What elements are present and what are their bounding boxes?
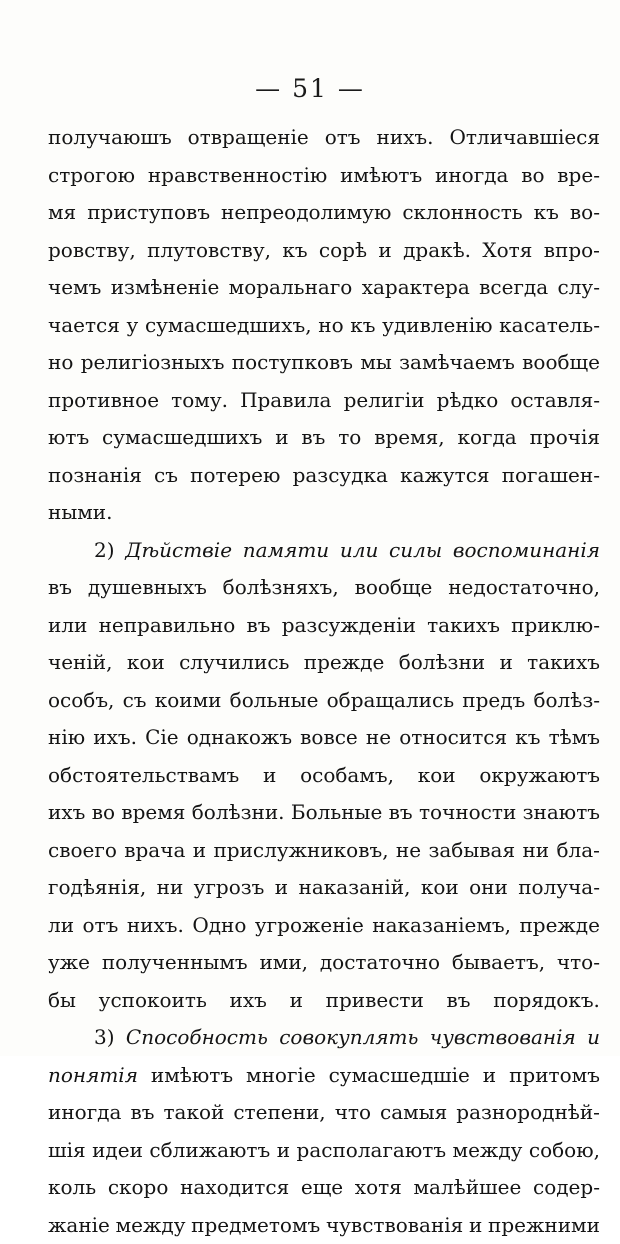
- text-line: познанія съ потерею разсудка кажутся погашен-: [48, 457, 600, 495]
- text-line: обстоятельствамъ и особамъ, кои окружаютъ: [48, 757, 600, 795]
- text-line: 3) Способность совокуплять чувствованія и: [48, 1019, 600, 1057]
- text-line: въ душевныхъ болѣзняхъ, вообще недостаточно,: [48, 569, 600, 607]
- text-line: шія идеи сближаютъ и располагаютъ между собою,: [48, 1132, 600, 1170]
- text-line: иногда въ такой степени, что самыя разнороднѣй-: [48, 1094, 600, 1132]
- text-line: противное тому. Правила религіи рѣдко оставля-: [48, 382, 600, 420]
- text-line: мя приступовъ непреодолимую склонность къ во-: [48, 194, 600, 232]
- text-line: жаніе между предметомъ чувствованія и прежними: [48, 1207, 600, 1244]
- text-line: ютъ сумасшедшихъ и въ то время, когда прочія: [48, 419, 600, 457]
- text-line: чемъ измѣненіе моральнаго характера всегда слу-: [48, 269, 600, 307]
- page-number: — 51 —: [0, 74, 620, 103]
- text-line: годѣянія, ни угрозъ и наказаній, кои они получа-: [48, 869, 600, 907]
- text-line: ихъ во время болѣзни. Больные въ точности знаютъ: [48, 794, 600, 832]
- text-line: уже полученнымъ ими, достаточно бываетъ, что-: [48, 944, 600, 982]
- text-line: особъ, съ коими больные обращались предъ болѣз-: [48, 682, 600, 720]
- text-line: понятія имѣютъ многіе сумасшедшіе и притомъ: [48, 1057, 600, 1095]
- text-line: 2) Дѣйствіе памяти или силы воспоминанія: [48, 532, 600, 570]
- text-line: бы успокоить ихъ и привести въ порядокъ.: [48, 982, 600, 1020]
- body-text: [48, 119, 600, 1244]
- text-line: ченій, кои случились прежде болѣзни и такихъ: [48, 644, 600, 682]
- text-line: чается у сумасшедшихъ, но къ удивленію касатель-: [48, 307, 600, 345]
- text-line: ли отъ нихъ. Одно угроженіе наказаніемъ, прежде: [48, 907, 600, 945]
- text-line: нію ихъ. Сіе однакожъ вовсе не относится къ тѣмъ: [48, 719, 600, 757]
- text-line: ровству, плутовству, къ сорѣ и дракѣ. Хотя впро-: [48, 232, 600, 270]
- text-line: но религіозныхъ поступковъ мы замѣчаемъ вообще: [48, 344, 600, 382]
- text-line: получаюшъ отвращеніе отъ нихъ. Отличавшіеся: [48, 119, 600, 157]
- text-line: ными.: [48, 494, 600, 532]
- text-line: своего врача и прислужниковъ, не забывая ни бла-: [48, 832, 600, 870]
- text-line: строгою нравственностію имѣютъ иногда во вре-: [48, 157, 600, 195]
- text-line: коль скоро находится еще хотя малѣйшее содер-: [48, 1169, 600, 1207]
- text-line: или неправильно въ разсужденіи такихъ приклю-: [48, 607, 600, 645]
